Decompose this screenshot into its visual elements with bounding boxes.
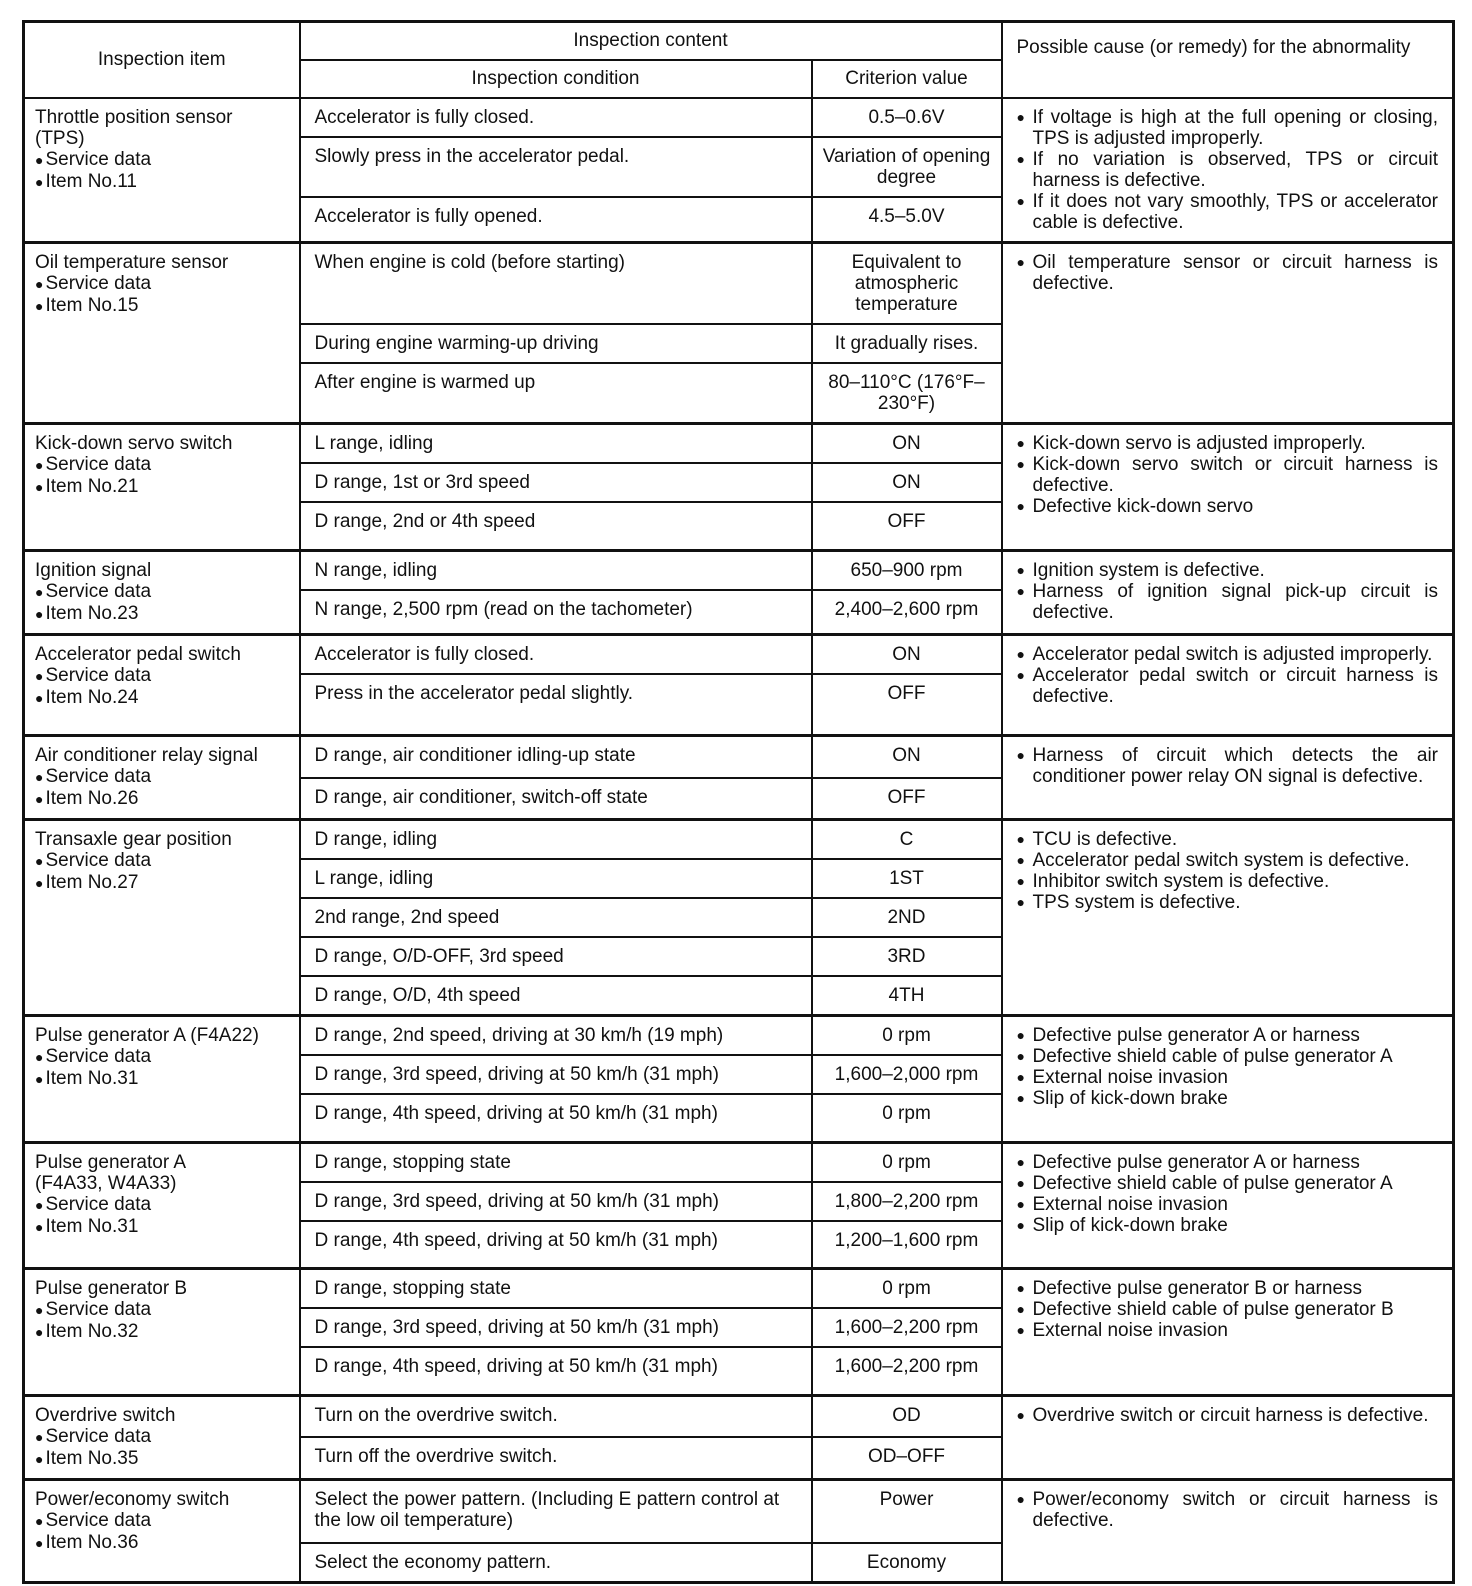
possible-cause-cell [1002, 98, 1454, 243]
criterion-value: ON [812, 634, 1002, 674]
cause-bullet: ● Slip of kick-down brake [1017, 1215, 1439, 1236]
inspection-condition: 2nd range, 2nd speed [300, 898, 812, 937]
criterion-value: 4.5–5.0V [812, 197, 1002, 243]
possible-cause-cell [1002, 1016, 1454, 1143]
possible-cause-cell [1002, 243, 1454, 424]
criterion-value: 4TH [812, 976, 1002, 1016]
criterion-value: Equivalent to atmospheric temperature [812, 243, 1002, 325]
criterion-value: Variation of opening degree [812, 137, 1002, 197]
cause-bullet: ● Overdrive switch or circuit harness is defective. [1017, 1405, 1439, 1426]
criterion-value: 1,600–2,200 rpm [812, 1347, 1002, 1395]
criterion-value: It gradually rises. [812, 324, 1002, 363]
inspection-condition: D range, stopping state [300, 1142, 812, 1182]
inspection-item-cell [24, 1479, 300, 1583]
item-name-line: Throttle position sensor [35, 106, 233, 128]
cause-bullet: ● TPS system is defective. [1017, 892, 1439, 913]
service-data-label: ● Service data [35, 581, 289, 603]
inspection-item-cell [24, 1016, 300, 1143]
cause-bullet: ● External noise invasion [1017, 1320, 1439, 1341]
service-data-label: ● Service data [35, 850, 289, 872]
inspection-condition: D range, idling [300, 820, 812, 860]
item-number: ● Item No.31 [35, 1216, 289, 1238]
criterion-value: 1,800–2,200 rpm [812, 1182, 1002, 1221]
table-row [24, 1016, 1454, 1056]
criterion-value: C [812, 820, 1002, 860]
criterion-value: 0 rpm [812, 1142, 1002, 1182]
item-name-line: Ignition signal [35, 559, 152, 581]
criterion-value: ON [812, 736, 1002, 778]
service-data-label: ● Service data [35, 1194, 289, 1216]
inspection-item-cell [24, 243, 300, 424]
cause-bullet: ● If voltage is high at the full opening or closing, TPS is adjusted improperly. [1017, 107, 1439, 149]
possible-cause-cell [1002, 1142, 1454, 1269]
cause-bullet: ● Defective shield cable of pulse generator A [1017, 1173, 1439, 1194]
inspection-condition: D range, 3rd speed, driving at 50 km/h (31 mph) [300, 1182, 812, 1221]
service-data-label: ● Service data [35, 454, 289, 476]
inspection-condition: Select the power pattern. (Including E pattern control at the low oil temperature) [300, 1479, 812, 1543]
table-row [24, 1142, 1454, 1182]
inspection-condition: D range, 1st or 3rd speed [300, 463, 812, 502]
criterion-value: 0 rpm [812, 1269, 1002, 1309]
criterion-value: OFF [812, 778, 1002, 820]
criterion-value: 1ST [812, 859, 1002, 898]
possible-cause-cell [1002, 1269, 1454, 1396]
inspection-condition: D range, 2nd speed, driving at 30 km/h (19 mph) [300, 1016, 812, 1056]
criterion-value: 3RD [812, 937, 1002, 976]
inspection-condition: L range, idling [300, 424, 812, 464]
service-data-label: ● Service data [35, 665, 289, 687]
item-name-line: Transaxle gear position [35, 829, 232, 850]
possible-cause-cell [1002, 1395, 1454, 1479]
cause-bullet: ● External noise invasion [1017, 1067, 1439, 1088]
criterion-value: Power [812, 1479, 1002, 1543]
criterion-value: OD [812, 1395, 1002, 1437]
inspection-item-cell [24, 1395, 300, 1479]
inspection-item-cell [24, 424, 300, 551]
table-row [24, 634, 1454, 674]
cause-bullet: ● If it does not vary smoothly, TPS or accelerator cable is defective. [1017, 191, 1439, 233]
service-data-label: ● Service data [35, 1510, 289, 1532]
table-row [24, 820, 1454, 860]
table-row [24, 424, 1454, 464]
inspection-condition: Slowly press in the accelerator pedal. [300, 137, 812, 197]
service-data-label: ● Service data [35, 1426, 289, 1448]
table-body [24, 98, 1454, 1583]
item-number: ● Item No.21 [35, 476, 289, 498]
inspection-condition: D range, 3rd speed, driving at 50 km/h (31 mph) [300, 1055, 812, 1094]
cause-bullet: ● Accelerator pedal switch or circuit harness is defective. [1017, 665, 1439, 707]
item-name-line: Pulse generator A [35, 1151, 187, 1173]
item-name-line: Power/economy switch [35, 1488, 230, 1510]
item-number: ● Item No.26 [35, 788, 289, 810]
inspection-condition: D range, 4th speed, driving at 50 km/h (31 mph) [300, 1094, 812, 1142]
inspection-condition: When engine is cold (before starting) [300, 243, 812, 325]
item-number: ● Item No.32 [35, 1321, 289, 1343]
inspection-table [22, 20, 1455, 1584]
item-number: ● Item No.24 [35, 687, 289, 709]
cause-bullet: ● Kick-down servo is adjusted improperly. [1017, 433, 1439, 454]
inspection-item-cell [24, 98, 300, 243]
item-number: ● Item No.36 [35, 1532, 289, 1554]
inspection-condition: Accelerator is fully opened. [300, 197, 812, 243]
item-name-line: Air conditioner relay signal [35, 745, 258, 766]
cause-bullet: ● Accelerator pedal switch system is defective. [1017, 850, 1439, 871]
cause-bullet: ● Kick-down servo switch or circuit harness is defective. [1017, 454, 1439, 496]
criterion-value: ON [812, 463, 1002, 502]
item-number: ● Item No.15 [35, 295, 289, 317]
service-data-label: ● Service data [35, 1046, 289, 1068]
item-name-line: (F4A33, W4A33) [35, 1172, 177, 1194]
table-row [24, 550, 1454, 590]
inspection-condition: During engine warming-up driving [300, 324, 812, 363]
criterion-value: 1,600–2,200 rpm [812, 1308, 1002, 1347]
item-name-line: Overdrive switch [35, 1404, 176, 1426]
inspection-condition: Accelerator is fully closed. [300, 98, 812, 137]
item-name-line: Oil temperature sensor [35, 252, 229, 273]
header-inspection-condition: Inspection condition [300, 60, 812, 98]
service-data-label: ● Service data [35, 273, 289, 295]
inspection-condition: D range, 2nd or 4th speed [300, 502, 812, 550]
criterion-value: 0 rpm [812, 1094, 1002, 1142]
cause-bullet: ● Defective pulse generator A or harness [1017, 1025, 1439, 1046]
possible-cause-cell [1002, 820, 1454, 1016]
inspection-condition: Press in the accelerator pedal slightly. [300, 674, 812, 736]
inspection-item-cell [24, 1269, 300, 1396]
inspection-condition: L range, idling [300, 859, 812, 898]
possible-cause-cell [1002, 634, 1454, 736]
inspection-condition: D range, O/D, 4th speed [300, 976, 812, 1016]
inspection-item-cell [24, 550, 300, 634]
criterion-value: 650–900 rpm [812, 550, 1002, 590]
table-row [24, 243, 1454, 325]
criterion-value: 1,600–2,000 rpm [812, 1055, 1002, 1094]
inspection-condition: D range, 4th speed, driving at 50 km/h (31 mph) [300, 1221, 812, 1269]
inspection-condition: Accelerator is fully closed. [300, 634, 812, 674]
header-inspection-content: Inspection content [300, 22, 1002, 60]
cause-bullet: ● Defective shield cable of pulse generator B [1017, 1299, 1439, 1320]
item-number: ● Item No.35 [35, 1448, 289, 1470]
item-name-line: (TPS) [35, 127, 85, 149]
table-row [24, 1395, 1454, 1437]
inspection-condition: Turn off the overdrive switch. [300, 1437, 812, 1479]
inspection-condition: Select the economy pattern. [300, 1543, 812, 1583]
inspection-condition: D range, air conditioner, switch-off state [300, 778, 812, 820]
service-data-label: ● Service data [35, 1299, 289, 1321]
inspection-condition: D range, air conditioner idling-up state [300, 736, 812, 778]
item-name-line: Accelerator pedal switch [35, 643, 241, 665]
criterion-value: OD–OFF [812, 1437, 1002, 1479]
criterion-value: 2,400–2,600 rpm [812, 590, 1002, 634]
table-row [24, 736, 1454, 778]
inspection-condition: D range, 4th speed, driving at 50 km/h (31 mph) [300, 1347, 812, 1395]
header-possible-cause: Possible cause (or remedy) for the abnormality [1002, 22, 1454, 98]
criterion-value: ON [812, 424, 1002, 464]
criterion-value: 0.5–0.6V [812, 98, 1002, 137]
cause-bullet: ● If no variation is observed, TPS or circuit harness is defective. [1017, 149, 1439, 191]
service-data-label: ● Service data [35, 149, 289, 171]
cause-bullet: ● Accelerator pedal switch is adjusted improperly. [1017, 644, 1439, 665]
cause-bullet: ● Inhibitor switch system is defective. [1017, 871, 1439, 892]
possible-cause-cell [1002, 736, 1454, 820]
item-number: ● Item No.23 [35, 603, 289, 625]
header-criterion-value: Criterion value [812, 60, 1002, 98]
cause-bullet: ● Ignition system is defective. [1017, 560, 1439, 581]
table-row [24, 1269, 1454, 1309]
header-inspection-item: Inspection item [24, 22, 300, 98]
item-number: ● Item No.31 [35, 1068, 289, 1090]
inspection-item-cell [24, 736, 300, 820]
criterion-value: Economy [812, 1543, 1002, 1583]
cause-bullet: ● Slip of kick-down brake [1017, 1088, 1439, 1109]
criterion-value: 80–110°C (176°F–230°F) [812, 363, 1002, 424]
table-row [24, 98, 1454, 137]
inspection-condition: Turn on the overdrive switch. [300, 1395, 812, 1437]
inspection-item-cell [24, 820, 300, 1016]
possible-cause-cell [1002, 424, 1454, 551]
inspection-condition: D range, O/D-OFF, 3rd speed [300, 937, 812, 976]
inspection-condition: N range, 2,500 rpm (read on the tachometer) [300, 590, 812, 634]
table-row [24, 1479, 1454, 1543]
item-name-line: Pulse generator A (F4A22) [35, 1025, 259, 1046]
inspection-condition: D range, stopping state [300, 1269, 812, 1309]
criterion-value: 0 rpm [812, 1016, 1002, 1056]
cause-bullet: ● Defective pulse generator B or harness [1017, 1278, 1439, 1299]
criterion-value: OFF [812, 674, 1002, 736]
possible-cause-cell [1002, 550, 1454, 634]
item-name-line: Pulse generator B [35, 1278, 188, 1299]
inspection-condition: N range, idling [300, 550, 812, 590]
cause-bullet: ● Defective kick-down servo [1017, 496, 1439, 517]
item-number: ● Item No.27 [35, 872, 289, 894]
service-data-label: ● Service data [35, 766, 289, 788]
criterion-value: 1,200–1,600 rpm [812, 1221, 1002, 1269]
inspection-condition: After engine is warmed up [300, 363, 812, 424]
cause-bullet: ● Power/economy switch or circuit harness is defective. [1017, 1489, 1439, 1531]
inspection-item-cell [24, 1142, 300, 1269]
cause-bullet: ● Harness of ignition signal pick-up circuit is defective. [1017, 581, 1439, 623]
cause-bullet: ● TCU is defective. [1017, 829, 1439, 850]
criterion-value: 2ND [812, 898, 1002, 937]
cause-bullet: ● Oil temperature sensor or circuit harness is defective. [1017, 252, 1439, 294]
inspection-item-cell [24, 634, 300, 736]
cause-bullet: ● External noise invasion [1017, 1194, 1439, 1215]
item-number: ● Item No.11 [35, 171, 289, 193]
criterion-value: OFF [812, 502, 1002, 550]
cause-bullet: ● Defective pulse generator A or harness [1017, 1152, 1439, 1173]
item-name-line: Kick-down servo switch [35, 433, 233, 454]
cause-bullet: ● Defective shield cable of pulse generator A [1017, 1046, 1439, 1067]
cause-bullet: ● Harness of circuit which detects the air conditioner power relay ON signal is defective. [1017, 745, 1439, 787]
possible-cause-cell [1002, 1479, 1454, 1583]
inspection-condition: D range, 3rd speed, driving at 50 km/h (31 mph) [300, 1308, 812, 1347]
